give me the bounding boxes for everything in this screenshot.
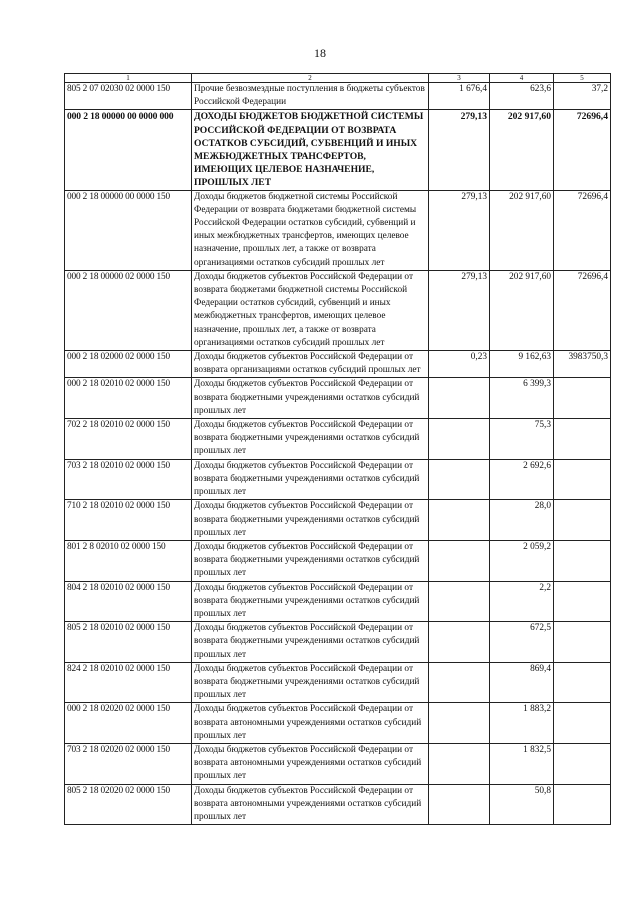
value-cell-col3 (429, 703, 490, 744)
classification-code-cell: 804 2 18 02010 02 0000 150 (65, 581, 192, 622)
revenue-name-cell: Доходы бюджетов субъектов Российской Федерации от возврата бюджетами бюджетной системы Российской Федерации остатков субсидий, субвенций и иных межбюджетных трансфертов, имеющих целевое назначение, прошлых лет, а также от возврата организациями остатков субсидий прошлых лет (192, 270, 429, 350)
value-cell-col3 (429, 662, 490, 703)
classification-code-cell: 824 2 18 02010 02 0000 150 (65, 662, 192, 703)
value-cell-col4: 623,6 (490, 83, 554, 110)
classification-code-cell: 000 2 18 00000 02 0000 150 (65, 270, 192, 350)
revenue-name-cell: Доходы бюджетов субъектов Российской Федерации от возврата бюджетными учреждениями остатков субсидий прошлых лет (192, 622, 429, 663)
value-cell-col5: 72696,4 (554, 110, 611, 190)
revenue-name-cell: Прочие безвозмездные поступления в бюджеты субъектов Российской Федерации (192, 83, 429, 110)
value-cell-col4: 869,4 (490, 662, 554, 703)
classification-code-cell: 805 2 18 02020 02 0000 150 (65, 784, 192, 825)
value-cell-col3 (429, 378, 490, 419)
value-cell-col4: 6 399,3 (490, 378, 554, 419)
classification-code-cell: 801 2 8 02010 02 0000 150 (65, 540, 192, 581)
value-cell-col4: 2,2 (490, 581, 554, 622)
value-cell-col3 (429, 622, 490, 663)
value-cell-col5 (554, 703, 611, 744)
value-cell-col4: 28,0 (490, 500, 554, 541)
value-cell-col4: 1 883,2 (490, 703, 554, 744)
table-row (65, 110, 611, 190)
value-cell-col3 (429, 540, 490, 581)
classification-code-cell: 000 2 18 02020 02 0000 150 (65, 703, 192, 744)
classification-code-cell: 000 2 18 00000 00 0000 150 (65, 190, 192, 270)
value-cell-col3: 279,13 (429, 270, 490, 350)
table-row (65, 743, 611, 784)
value-cell-col5: 72696,4 (554, 270, 611, 350)
value-cell-col5 (554, 500, 611, 541)
table-body (65, 83, 611, 825)
value-cell-col4: 2 692,6 (490, 459, 554, 500)
value-cell-col3 (429, 500, 490, 541)
value-cell-col5 (554, 419, 611, 460)
value-cell-col3: 279,13 (429, 190, 490, 270)
value-cell-col4: 202 917,60 (490, 190, 554, 270)
column-number: 4 (490, 74, 554, 83)
table-row (65, 419, 611, 460)
value-cell-col3: 1 676,4 (429, 83, 490, 110)
value-cell-col4: 50,8 (490, 784, 554, 825)
value-cell-col5 (554, 622, 611, 663)
revenue-name-cell: Доходы бюджетов субъектов Российской Федерации от возврата автономными учреждениями остатков субсидий прошлых лет (192, 743, 429, 784)
value-cell-col3: 279,13 (429, 110, 490, 190)
table-row (65, 703, 611, 744)
value-cell-col4: 202 917,60 (490, 270, 554, 350)
revenue-name-cell: Доходы бюджетов субъектов Российской Федерации от возврата бюджетными учреждениями остатков субсидий прошлых лет (192, 459, 429, 500)
classification-code-cell: 000 2 18 00000 00 0000 000 (65, 110, 192, 190)
classification-code-cell: 805 2 07 02030 02 0000 150 (65, 83, 192, 110)
value-cell-col3: 0,23 (429, 351, 490, 378)
classification-code-cell: 703 2 18 02010 02 0000 150 (65, 459, 192, 500)
revenue-name-cell: Доходы бюджетов субъектов Российской Федерации от возврата организациями остатков субсидий прошлых лет (192, 351, 429, 378)
value-cell-col3 (429, 784, 490, 825)
table-row (65, 622, 611, 663)
value-cell-col5 (554, 743, 611, 784)
value-cell-col5 (554, 581, 611, 622)
classification-code-cell: 710 2 18 02010 02 0000 150 (65, 500, 192, 541)
value-cell-col4: 1 832,5 (490, 743, 554, 784)
table-row (65, 351, 611, 378)
value-cell-col3 (429, 419, 490, 460)
revenue-name-cell: Доходы бюджетов субъектов Российской Федерации от возврата автономными учреждениями остатков субсидий прошлых лет (192, 703, 429, 744)
column-number: 5 (554, 74, 611, 83)
revenue-name-cell: Доходы бюджетов бюджетной системы Российской Федерации от возврата бюджетами бюджетной системы Российской Федерации остатков субсидий, субвенций и иных межбюджетных трансфертов, имеющих целевое назначение, прошлых лет, а также от возврата организациями остатков субсидий прошлых лет (192, 190, 429, 270)
value-cell-col5: 37,2 (554, 83, 611, 110)
value-cell-col4: 672,5 (490, 622, 554, 663)
value-cell-col5: 3983750,3 (554, 351, 611, 378)
value-cell-col5 (554, 378, 611, 419)
value-cell-col4: 2 059,2 (490, 540, 554, 581)
value-cell-col5 (554, 540, 611, 581)
table-row (65, 540, 611, 581)
revenue-name-cell: Доходы бюджетов субъектов Российской Федерации от возврата бюджетными учреждениями остатков субсидий прошлых лет (192, 378, 429, 419)
table-row (65, 83, 611, 110)
column-number: 1 (65, 74, 192, 83)
revenue-name-cell: Доходы бюджетов субъектов Российской Федерации от возврата бюджетными учреждениями остатков субсидий прошлых лет (192, 500, 429, 541)
column-number: 2 (192, 74, 429, 83)
table-row (65, 581, 611, 622)
table-row (65, 500, 611, 541)
value-cell-col5 (554, 459, 611, 500)
table-row (65, 784, 611, 825)
value-cell-col3 (429, 743, 490, 784)
revenue-name-cell: Доходы бюджетов субъектов Российской Федерации от возврата бюджетными учреждениями остатков субсидий прошлых лет (192, 662, 429, 703)
table-row (65, 459, 611, 500)
value-cell-col5 (554, 662, 611, 703)
value-cell-col3 (429, 581, 490, 622)
column-number: 3 (429, 74, 490, 83)
revenue-name-cell: ДОХОДЫ БЮДЖЕТОВ БЮДЖЕТНОЙ СИСТЕМЫ РОССИЙСКОЙ ФЕДЕРАЦИИ ОТ ВОЗВРАТА ОСТАТКОВ СУБСИДИЙ, СУБВЕНЦИЙ И ИНЫХ МЕЖБЮДЖЕТНЫХ ТРАНСФЕРТОВ, ИМЕЮЩИХ ЦЕЛЕВОЕ НАЗНАЧЕНИЕ, ПРОШЛЫХ ЛЕТ (192, 110, 429, 190)
revenue-name-cell: Доходы бюджетов субъектов Российской Федерации от возврата автономными учреждениями остатков субсидий прошлых лет (192, 784, 429, 825)
table-row (65, 270, 611, 350)
classification-code-cell: 703 2 18 02020 02 0000 150 (65, 743, 192, 784)
column-number-row (65, 74, 611, 83)
table-row (65, 190, 611, 270)
value-cell-col5: 72696,4 (554, 190, 611, 270)
classification-code-cell: 000 2 18 02010 02 0000 150 (65, 378, 192, 419)
value-cell-col4: 9 162,63 (490, 351, 554, 378)
value-cell-col4: 202 917,60 (490, 110, 554, 190)
revenue-name-cell: Доходы бюджетов субъектов Российской Федерации от возврата бюджетными учреждениями остатков субсидий прошлых лет (192, 581, 429, 622)
revenue-name-cell: Доходы бюджетов субъектов Российской Федерации от возврата бюджетными учреждениями остатков субсидий прошлых лет (192, 540, 429, 581)
page-number: 18 (314, 46, 326, 60)
budget-revenue-table (64, 73, 611, 825)
table-row (65, 662, 611, 703)
classification-code-cell: 702 2 18 02010 02 0000 150 (65, 419, 192, 460)
classification-code-cell: 805 2 18 02010 02 0000 150 (65, 622, 192, 663)
value-cell-col4: 75,3 (490, 419, 554, 460)
revenue-name-cell: Доходы бюджетов субъектов Российской Федерации от возврата бюджетными учреждениями остатков субсидий прошлых лет (192, 419, 429, 460)
value-cell-col5 (554, 784, 611, 825)
classification-code-cell: 000 2 18 02000 02 0000 150 (65, 351, 192, 378)
value-cell-col3 (429, 459, 490, 500)
table-row (65, 378, 611, 419)
